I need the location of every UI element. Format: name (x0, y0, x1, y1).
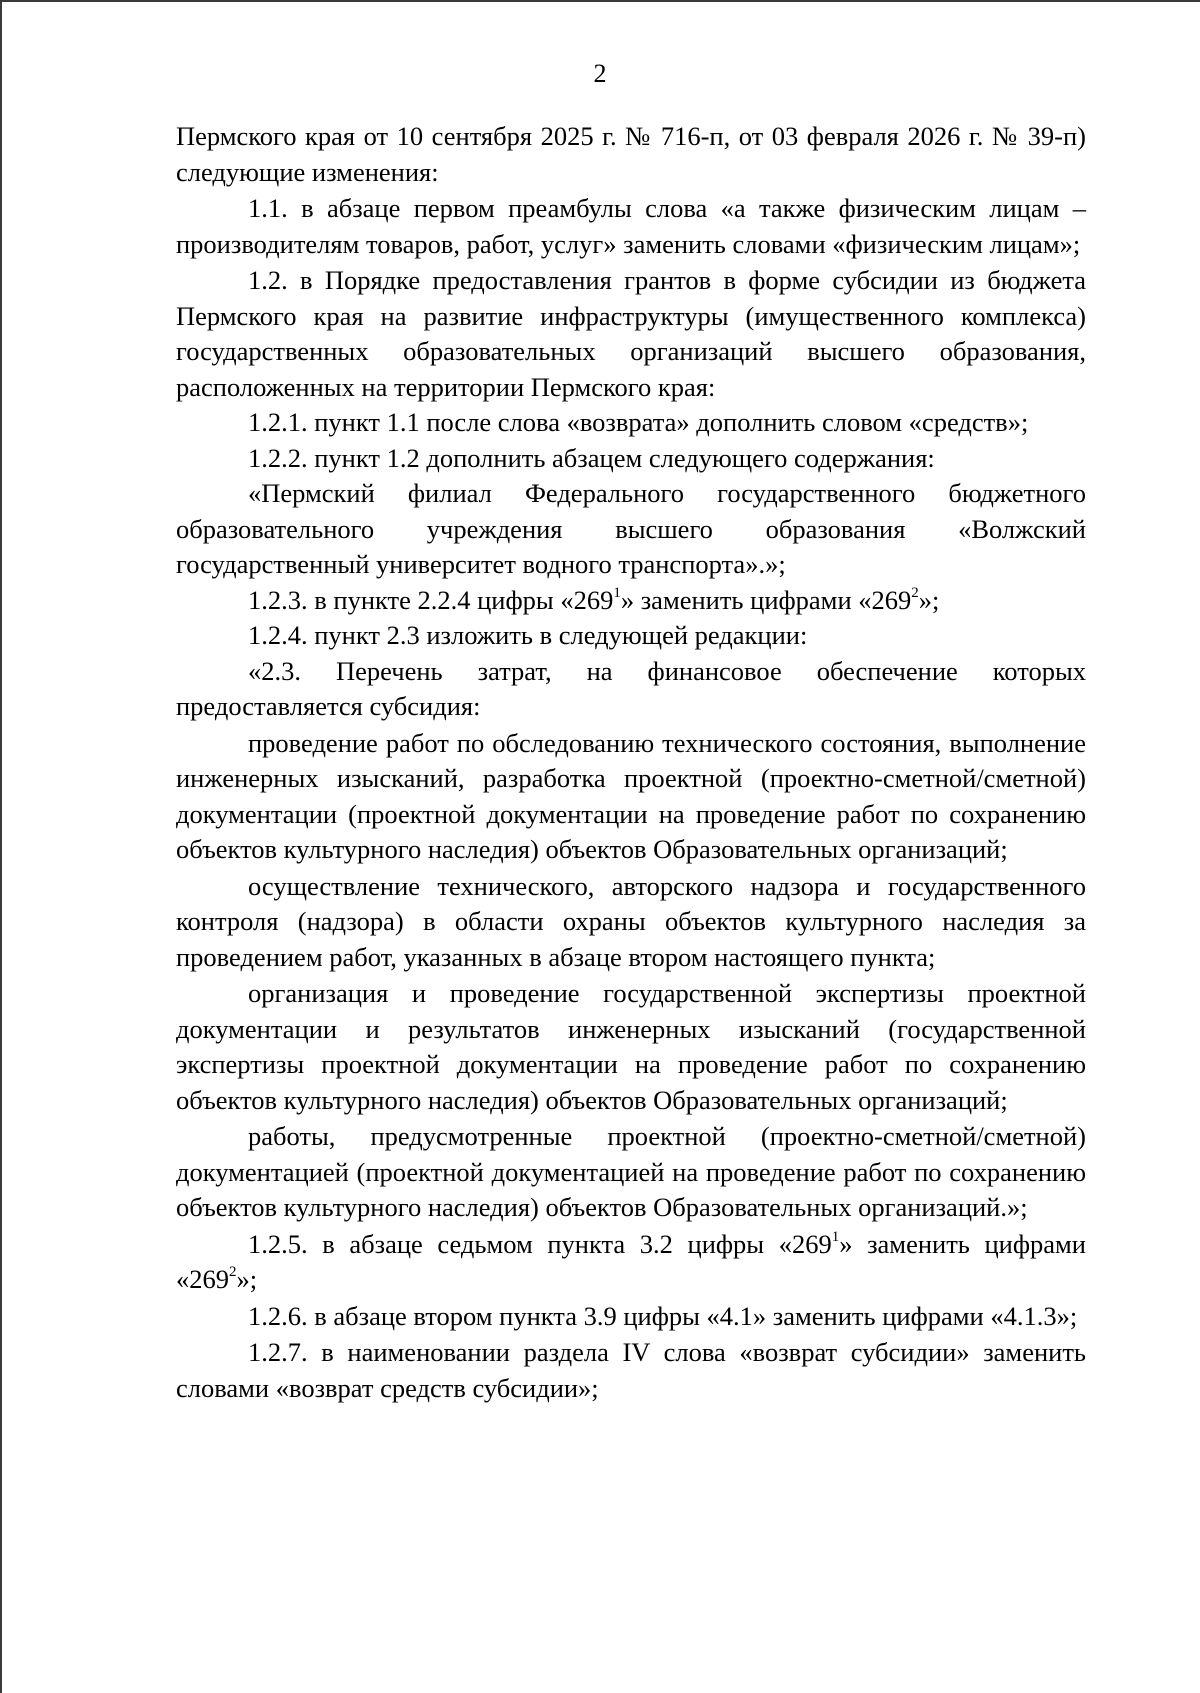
paragraph-1-2: 1.2. в Порядке предоставления грантов в форме субсидии из бюджета Пермского края на развитие инфраструктуры (имущественного комплекса) государственных образовательных организаций высшего образования, расположенных на территории Пермского края: (176, 265, 1086, 402)
paragraph-1-2-6: 1.2.6. в абзаце втором пункта 3.9 цифры «4.1» заменить цифрами «4.1.3»; (248, 1300, 1078, 1331)
text-segment: 1.2.3. в пункте 2.2.4 цифры «269 (248, 584, 614, 615)
paragraph-1-2-4: 1.2.4. пункт 2.3 изложить в следующей редакции: (248, 620, 808, 650)
paragraph-2-3: «2.3. Перечень затрат, на финансовое обеспечение которых предоставляется субсидия: (176, 655, 1086, 721)
page-number: 2 (593, 59, 607, 88)
paragraph-1-2-2: 1.2.2. пункт 1.2 дополнить абзацем следующего содержания: (248, 442, 935, 473)
paragraph-1-2-1: 1.2.1. пункт 1.1 после слова «возврата» дополнить словом «средств»; (248, 407, 1029, 437)
scan-border-top (0, 0, 1200, 2)
text-segment: »; (918, 584, 940, 615)
paragraph-cost-expertise: организация и проведение государственной экспертизы проектной документации и результатов инженерных изысканий (государственной экспертизы проектной документации на проведение работ по сохранению объектов культурного наследия) объектов Образовательных организаций; (176, 978, 1086, 1115)
paragraph-1-1: 1.1. в абзаце первом преамбулы слова «а также физическим лицам – производителям товаров, работ, услуг» заменить словами «физическим лицам»; (176, 193, 1086, 259)
scan-border-left (0, 0, 2, 1693)
text-segment: 1.2.5. в абзаце седьмом пункта 3.2 цифры «269 (248, 1228, 832, 1259)
superscript: 2 (911, 584, 919, 601)
superscript: 1 (613, 584, 621, 601)
paragraph-cost-inspection: проведение работ по обследованию технического состояния, выполнение инженерных изысканий, разработка проектной (проектно-сметной/сметной) документации (проектной документации на проведение работ по сохранению объектов культурного наследия) объектов Образовательных организаций; (176, 727, 1086, 864)
paragraph-1-2-7: 1.2.7. в наименовании раздела IV слова «возврат субсидии» заменить словами «возврат средств субсидии»; (176, 1337, 1086, 1403)
superscript: 2 (229, 1264, 237, 1281)
text-segment: » заменить цифрами «269 (620, 584, 912, 615)
superscript: 1 (831, 1228, 840, 1245)
paragraph-1-2-5 (176, 1227, 1086, 1298)
paragraph-continuation: Пермского края от 10 сентября 2025 г. № 716-п, от 03 февраля 2026 г. № 39-п) следующие изменения: (176, 121, 1086, 187)
paragraph-quote-perm-branch: «Пермский филиал Федерального государственного бюджетного образовательного учреждения высшего образования «Волжский государственный университет водного транспорта».»; (176, 478, 1086, 579)
text-segment: » заменить цифрами «269 (176, 1228, 1086, 1294)
text-segment: »; (236, 1264, 258, 1294)
paragraph-1-2-3 (176, 583, 1086, 619)
document-body (176, 119, 1086, 1406)
paragraph-cost-works: работы, предусмотренные проектной (проектно-сметной/сметной) документацией (проектной документацией на проведение работ по сохранению объектов культурного наследия) объектов Образовательных организаций.»; (176, 1121, 1086, 1222)
paragraph-cost-supervision: осуществление технического, авторского надзора и государственного контроля (надзора) в области охраны объектов культурного наследия за проведением работ, указанных в абзаце втором настоящего пункта; (176, 870, 1086, 972)
